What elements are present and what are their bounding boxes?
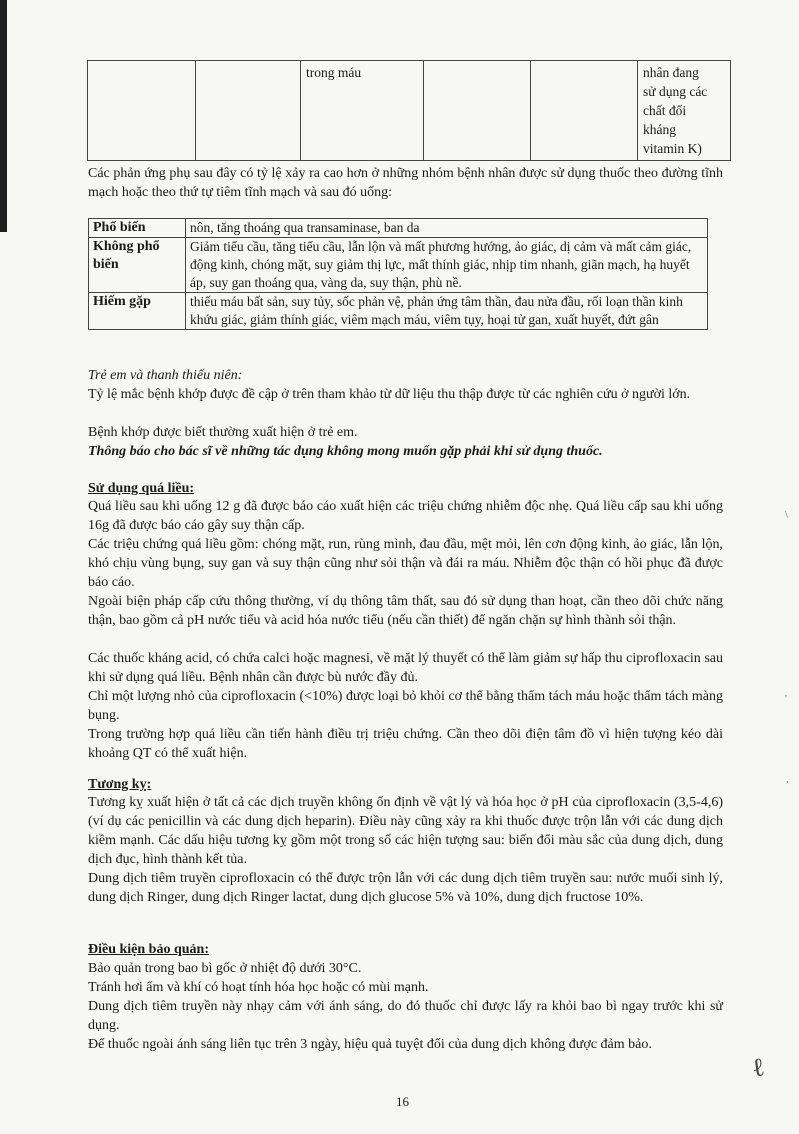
- adverse-notice: Thông báo cho bác sĩ về những tác dụng không mong muốn gặp phải khi sử dụng thuốc.: [88, 444, 603, 459]
- incompatibility-heading: Tương kỵ:: [88, 777, 152, 792]
- page-number: 16: [396, 1094, 409, 1109]
- table-cell: [88, 61, 196, 161]
- frequency-label: Phổ biến: [89, 219, 186, 238]
- table-row: [89, 238, 708, 293]
- overdose-paragraph: Các triệu chứng quá liều gồm: chóng mặt, run, rùng mình, đau đầu, mệt mỏi, lên cơn động kinh, ảo giác, lẫn lộn, khó chịu vùng bụng, suy gan và suy thận cũng như sỏi thận và đái ra máu. Nhiễm độc thận có hồi phục đã được báo cáo.: [88, 537, 723, 590]
- table-cell: trong máu: [301, 61, 424, 161]
- table-cell: [531, 61, 638, 161]
- overdose-heading: Sử dụng quá liều:: [88, 481, 195, 496]
- continued-table: [87, 60, 731, 161]
- scan-edge-mark: [0, 0, 7, 232]
- children-line-2: Bệnh khớp được biết thường xuất hiện ở trẻ em.: [88, 425, 358, 440]
- storage-paragraph: Để thuốc ngoài ánh sáng liên tục trên 3 ngày, hiệu quả tuyệt đối của dung dịch không được đảm bảo.: [88, 1037, 652, 1052]
- storage-paragraph: Dung dịch tiêm truyền này nhạy cảm với ánh sáng, do đó thuốc chỉ được lấy ra khỏi bao bì ngay trước khi sử dụng.: [88, 999, 723, 1033]
- incompatibility-paragraph: Tương kỵ xuất hiện ở tất cả các dịch truyền không ổn định về vật lý và hóa học ở pH của ciprofloxacin (3,5-4,6) (ví dụ các penicillin và các dung dịch heparin). Điều này cũng xảy ra khi thuốc được trộn lẫn với các dung dịch kiềm mạnh. Các dấu hiệu tương kỵ gồm một trong số các hiện tượng sau: biến đổi màu sắc của dung dịch, dung dịch đục, hình thành kết tủa.: [88, 795, 723, 867]
- incompatibility-paragraph: Dung dịch tiêm truyền ciprofloxacin có thể được trộn lẫn với các dung dịch tiêm truyền sau: nước muối sinh lý, dung dịch Ringer, dung dịch Ringer lactat, dung dịch glucose 5% và 10%, dung dịch fructose 10%.: [88, 871, 723, 905]
- scan-speck: ,: [786, 773, 789, 785]
- table-cell: [424, 61, 531, 161]
- table-row: [88, 61, 731, 161]
- intro-paragraph: Các phản ứng phụ sau đây có tỷ lệ xảy ra cao hơn ở những nhóm bệnh nhân được sử dụng thuốc theo đường tĩnh mạch hoặc theo thứ tự tiêm tĩnh mạch và sau đó uống:: [88, 166, 723, 200]
- effects-text: nôn, tăng thoáng qua transaminase, ban da: [186, 219, 708, 238]
- children-heading: Trẻ em và thanh thiếu niên:: [88, 368, 243, 383]
- table-cell: nhân đang sử dụng các chất đối kháng vitamin K): [638, 61, 731, 161]
- overdose-paragraph: Quá liều sau khi uống 12 g đã được báo cáo xuất hiện các triệu chứng nhiễm độc nhẹ. Quá liều cấp sau khi uống 16g đã được báo cáo gây suy thận cấp.: [88, 499, 723, 533]
- storage-paragraph: Bảo quản trong bao bì gốc ở nhiệt độ dưới 30°C.: [88, 961, 362, 976]
- scan-speck: \: [785, 509, 789, 521]
- effects-text: Giảm tiểu cầu, tăng tiểu cầu, lẫn lộn và mất phương hướng, ảo giác, dị cảm và mất cảm giác, động kinh, chóng mặt, suy giảm thị lực, mất thính giác, nhịp tim nhanh, giãn mạch, hạ huyết áp, suy gan thoáng qua, vàng da, suy thận, phù nề.: [186, 238, 708, 293]
- table-cell: [196, 61, 301, 161]
- effects-text: thiếu máu bất sản, suy tủy, sốc phản vệ, phản ứng tâm thần, đau nửa đầu, rối loạn thần kinh khứu giác, giảm thính giác, viêm mạch máu, viêm tụy, hoại tử gan, xuất huyết, đứt gân: [186, 293, 708, 330]
- table-row: [89, 219, 708, 238]
- scan-speck: ': [785, 693, 787, 705]
- overdose-paragraph: Các thuốc kháng acid, có chứa calci hoặc magnesi, về mặt lý thuyết có thể làm giảm sự hấp thu ciprofloxacin sau khi sử dụng quá liều. Bệnh nhân cần được bù nước đầy đủ.: [88, 651, 723, 685]
- frequency-label: Hiếm gặp: [89, 293, 186, 330]
- frequency-label: Không phổ biến: [89, 238, 186, 293]
- overdose-paragraph: Chỉ một lượng nhỏ của ciprofloxacin (<10%) được loại bỏ khỏi cơ thể bằng thẩm tách máu hoặc thẩm tách màng bụng.: [88, 689, 723, 723]
- overdose-paragraph: Ngoài biện pháp cấp cứu thông thường, ví dụ thông tâm thất, sau đó sử dụng than hoạt, cần theo dõi chức năng thận, bao gồm cả pH nước tiểu và acid hóa nước tiểu (nếu cần thiết) để ngăn chặn sự hình thành sỏi thận.: [88, 594, 723, 628]
- overdose-paragraph: Trong trường hợp quá liều cần tiến hành điều trị triệu chứng. Cần theo dõi điện tâm đồ vì hiện tượng kéo dài khoảng QT có thể xuất hiện.: [88, 727, 723, 761]
- table-row: [89, 293, 708, 330]
- storage-heading: Điều kiện bảo quản:: [88, 942, 209, 957]
- side-effects-table: [88, 218, 708, 330]
- handwritten-signature-mark: ℓ: [750, 1052, 767, 1083]
- children-line-1: Tỷ lệ mắc bệnh khớp được đề cập ở trên tham khảo từ dữ liệu thu thập được từ các nghiên cứu ở người lớn.: [88, 387, 691, 402]
- storage-paragraph: Tránh hơi ẩm và khí có hoạt tính hóa học hoặc có mùi mạnh.: [88, 980, 429, 995]
